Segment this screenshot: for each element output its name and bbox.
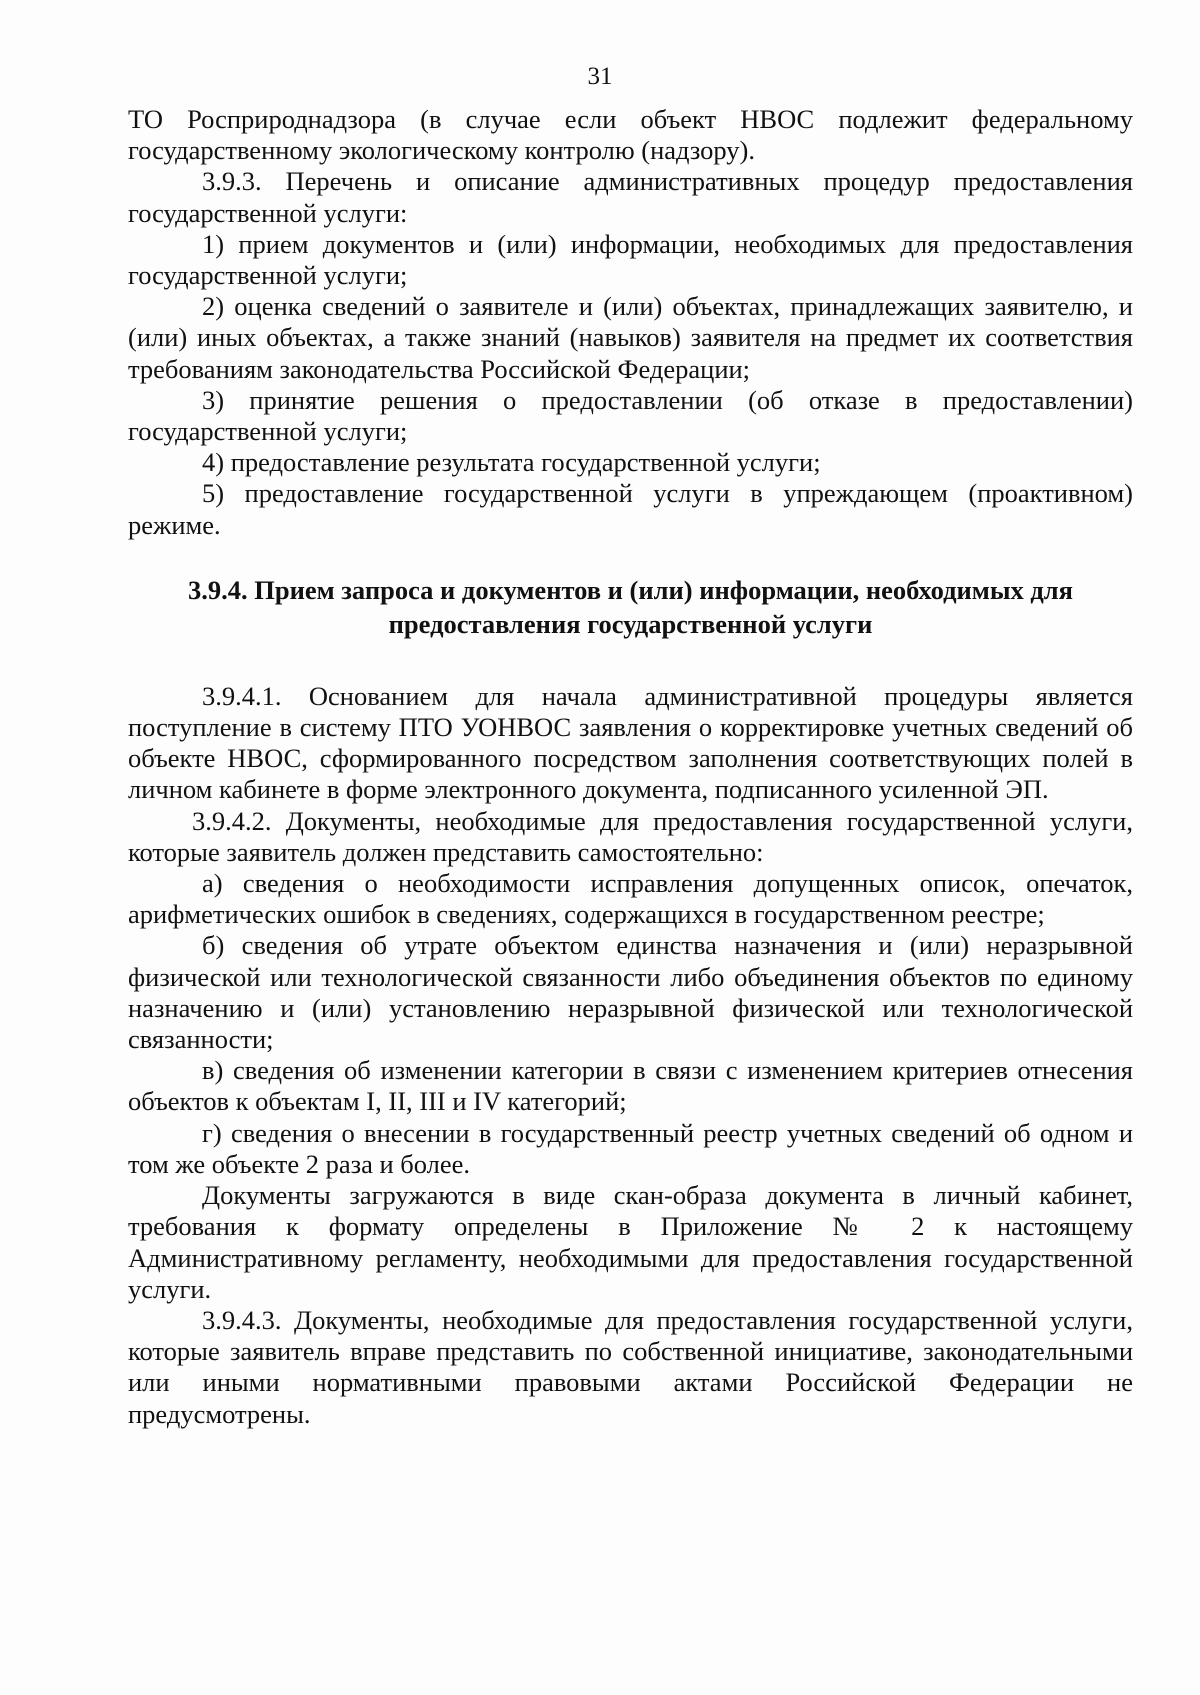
document-body bbox=[128, 104, 1133, 1430]
sublist-item-a: а) сведения о необходимости исправления допущенных описок, опечаток, арифметических ошибок в сведениях, содержащихся в государственном реестре; bbox=[128, 868, 1133, 930]
list-item-4: 4) предоставление результата государственной услуги; bbox=[202, 447, 821, 478]
section-heading-line-1: 3.9.4. Прием запроса и документов и (или) информации, необходимых для bbox=[187, 574, 1074, 605]
list-item-2: 2) оценка сведений о заявителе и (или) объектах, принадлежащих заявителю, и (или) иных объектах, а также знаний (навыков) заявителя на предмет их соответствия требованиям законодательства Российской Федерации; bbox=[128, 291, 1133, 384]
list-item-3: 3) принятие решения о предоставлении (об отказе в предоставлении) государственной услуги; bbox=[128, 384, 1133, 447]
paragraph-continuation: ТО Росприроднадзора (в случае если объект НВОС подлежит федеральному государственному экологическому контролю (надзору). bbox=[128, 104, 1133, 166]
paragraph-3-9-4-1: 3.9.4.1. Основанием для начала административной процедуры является поступление в систему ПТО УОНВОС заявления о корректировке учетных сведений об объекте НВОС, сформированного посредством заполнения соответствующих полей в личном кабинете в форме электронного документа, подписанного усиленной ЭП. bbox=[128, 680, 1133, 805]
sublist-item-v: в) сведения об изменении категории в связи с изменением критериев отнесения объектов к объектам I, II, III и IV категорий; bbox=[128, 1055, 1133, 1117]
paragraph-3-9-4-3: 3.9.4.3. Документы, необходимые для предоставления государственной услуги, которые заявитель вправе представить по собственной инициативе, законодательными или иными нормативными правовыми актами Российской Федерации не предусмотрены. bbox=[128, 1304, 1133, 1429]
paragraph-3-9-4-2: 3.9.4.2. Документы, необходимые для предоставления государственной услуги, которые заявитель должен представить самостоятельно: bbox=[128, 805, 1133, 867]
list-item-5: 5) предоставление государственной услуги в упреждающем (проактивном) режиме. bbox=[128, 478, 1133, 540]
paragraph-3-9-3: 3.9.3. Перечень и описание административных процедур предоставления государственной услуги: bbox=[128, 166, 1133, 228]
sublist-item-g: г) сведения о внесении в государственный реестр учетных сведений об одном и том же объекте 2 раза и более. bbox=[128, 1117, 1133, 1179]
section-heading-line-2: предоставления государственной услуги bbox=[388, 608, 873, 639]
section-heading bbox=[128, 573, 1133, 641]
page-number: 31 bbox=[587, 63, 613, 90]
paragraph-documents-upload: Документы загружаются в виде скан-образа документа в личный кабинет, требования к формату определены в Приложение № 2 к настоящему Административному регламенту, необходимыми для предоставления государственной услуги. bbox=[128, 1180, 1133, 1304]
list-item-1: 1) прием документов и (или) информации, необходимых для предоставления государственной услуги; bbox=[128, 228, 1133, 291]
sublist-item-b: б) сведения об утрате объектом единства назначения и (или) неразрывной физической или технологической связанности либо объединения объектов по единому назначению и (или) установлению неразрывной физической или технологической связанности; bbox=[128, 930, 1133, 1055]
